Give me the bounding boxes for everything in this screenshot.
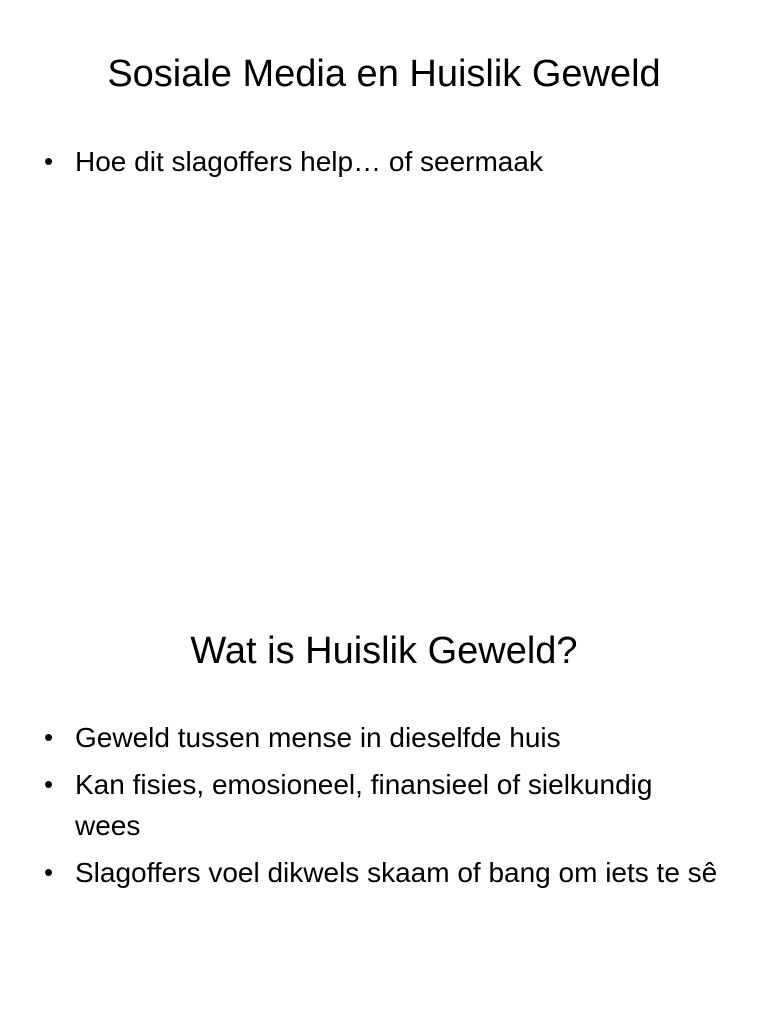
bullet-list xyxy=(44,717,724,899)
bullet-item xyxy=(44,141,724,182)
bullet-icon: • xyxy=(44,857,54,887)
bullet-text: Hoe dit slagoffers help… of seermaak xyxy=(75,146,543,177)
bullet-icon: • xyxy=(44,769,54,799)
bullet-text: Geweld tussen mense in dieselfde huis xyxy=(75,722,561,753)
bullet-text: Kan fisies, emosioneel, finansieel of sielkundig wees xyxy=(75,769,653,841)
bullet-text: Slagoffers voel dikwels skaam of bang om iets te sê xyxy=(75,857,718,888)
bullet-item xyxy=(44,717,724,758)
bullet-icon: • xyxy=(44,146,54,176)
slide-title: Sosiale Media en Huislik Geweld xyxy=(107,53,661,95)
slide-title: Wat is Huislik Geweld? xyxy=(190,630,578,672)
bullet-item xyxy=(44,852,724,893)
bullet-item xyxy=(44,764,724,846)
bullet-icon: • xyxy=(44,722,54,752)
slide-2 xyxy=(0,576,768,1024)
bullet-list xyxy=(44,141,724,188)
